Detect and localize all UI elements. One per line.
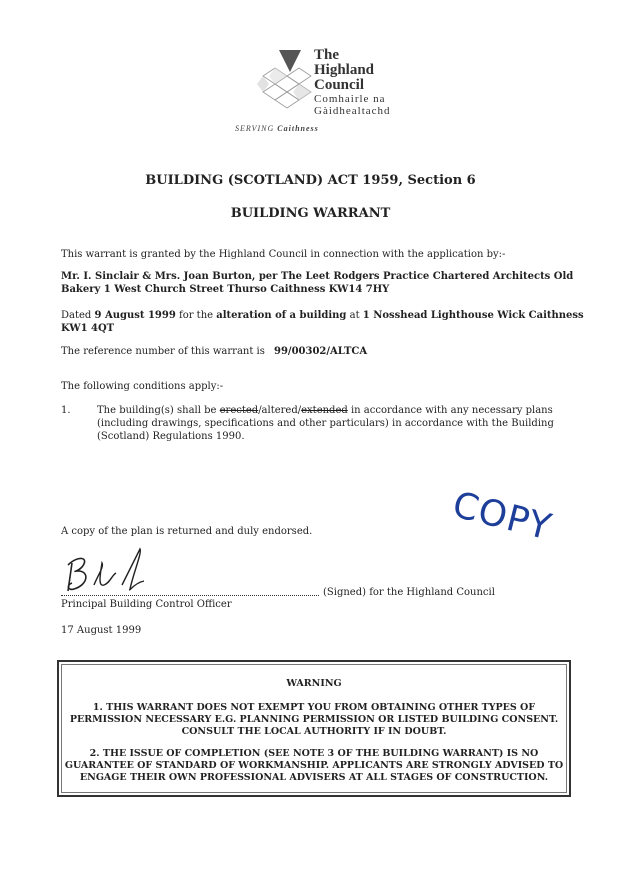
condition-rest: in accordance with any necessary plans [350, 405, 553, 416]
copy-stamp: COPY [448, 484, 556, 549]
tagline-serving: SERVING [235, 124, 275, 133]
applicant-line: Mr. I. Sinclair & Mrs. Joan Burton, per The Leet Rodgers Practice Chartered Architects Old [61, 271, 574, 282]
dated-prefix: Dated [61, 310, 92, 321]
warning-point2-line: GUARANTEE OF STANDARD OF WORKMANSHIP. APPLICANTS ARE STRONGLY ADVISED TO [64, 760, 564, 771]
logo-name-line: Council [314, 77, 365, 93]
warning-point1-line: PERMISSION NECESSARY E.G. PLANNING PERMISSION OR LISTED BUILDING CONSENT. [69, 714, 559, 725]
signature-date: 17 August 1999 [61, 625, 142, 636]
plan-note: A copy of the plan is returned and duly endorsed. [61, 526, 313, 537]
signed-text: (Signed) for the Highland Council [323, 587, 495, 598]
tagline-area: Caithness [277, 124, 319, 133]
condition-line: (including drawings, specifications and other particulars) in accordance with the Building [97, 418, 554, 429]
applicant-line: Bakery 1 West Church Street Thurso Caithness KW14 7HY [61, 284, 390, 295]
act-title: BUILDING (SCOTLAND) ACT 1959, Section 6 [145, 173, 476, 188]
logo-gaelic-line: Comhairle na [314, 93, 386, 105]
warning-point1-line: CONSULT THE LOCAL AUTHORITY IF IN DOUBT. [181, 726, 447, 737]
warning-box [57, 660, 571, 797]
application-date: 9 August 1999 [94, 310, 176, 321]
warning-point2-line: ENGAGE THEIR OWN PROFESSIONAL ADVISERS AT ALL STAGES OF CONSTRUCTION. [79, 772, 549, 783]
condition-number: 1. [61, 405, 71, 416]
site-address-postcode: KW1 4QT [61, 323, 115, 334]
intro-text: This warrant is granted by the Highland Council in connection with the application by:- [61, 249, 506, 260]
condition-pre: The building(s) shall be [97, 405, 217, 416]
warning-heading: WARNING [286, 678, 342, 689]
signature-line [61, 585, 319, 596]
struck-erected: erected [219, 405, 259, 416]
condition-text [97, 404, 553, 417]
logo-gaelic-line: Gàidhealtachd [314, 105, 391, 117]
warning-point2-line: 2. THE ISSUE OF COMPLETION (SEE NOTE 3 OF THE BUILDING WARRANT) IS NO [89, 748, 539, 759]
dated-for: for the [179, 310, 214, 321]
council-name [314, 48, 391, 117]
council-emblem-icon [255, 46, 317, 116]
officer-title: Principal Building Control Officer [61, 599, 232, 610]
reference-label: The reference number of this warrant is [61, 346, 265, 357]
logo-tagline [235, 124, 319, 133]
site-address: 1 Nosshead Lighthouse Wick Caithness [362, 310, 584, 321]
warning-box-inner [61, 664, 567, 793]
council-logo [235, 44, 395, 136]
logo-name-line: The [314, 47, 340, 63]
works-purpose: alteration of a building [216, 310, 347, 321]
condition-line: (Scotland) Regulations 1990. [97, 431, 245, 442]
dated-at: at [349, 310, 360, 321]
dated-line [61, 309, 584, 322]
struck-extended: extended [301, 405, 348, 416]
warning-point1-line: 1. THIS WARRANT DOES NOT EXEMPT YOU FROM OBTAINING OTHER TYPES OF [92, 702, 536, 713]
conditions-intro: The following conditions apply:- [61, 381, 224, 392]
condition-altered: /altered/ [258, 405, 302, 416]
document-title: BUILDING WARRANT [230, 206, 391, 221]
reference-number: 99/00302/ALTCA [274, 346, 368, 357]
logo-name-line: Highland [314, 62, 375, 78]
